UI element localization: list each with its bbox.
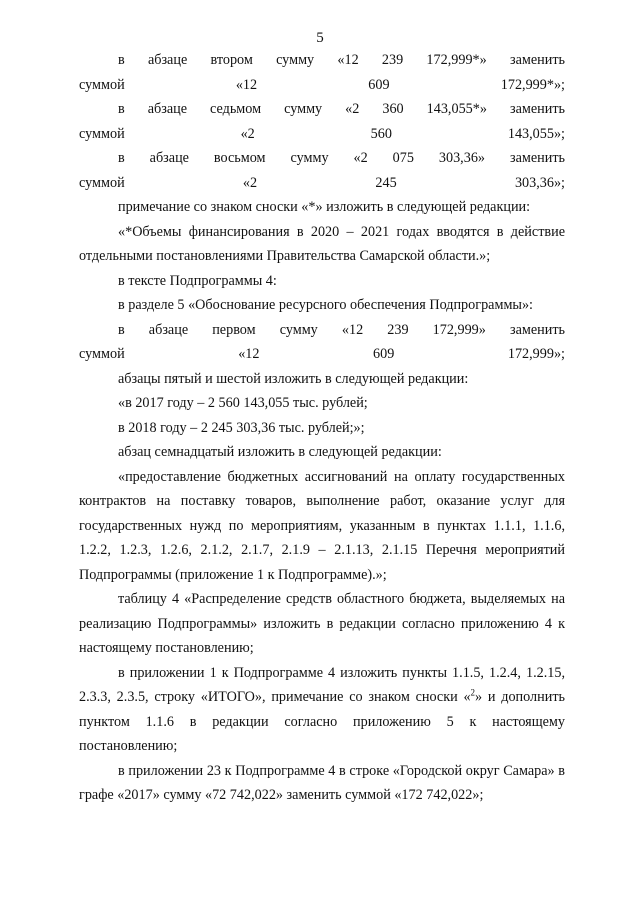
footnote-superscript: 2 xyxy=(470,687,476,698)
paragraph: абзацы пятый и шестой изложить в следующей редакции: xyxy=(118,370,469,387)
paragraph: в разделе 5 «Обоснование ресурсного обеспечения Подпрограммы»: xyxy=(118,297,533,313)
paragraph: «в 2017 году – 2 560 143,055 тыс. рублей; xyxy=(118,395,368,411)
paragraph: абзац семнадцатый изложить в следующей редакции: xyxy=(118,444,442,460)
paragraph: в абзаце втором сумму «12 239 172,999*» заменить суммой «12 609 172,999*»; xyxy=(79,52,565,93)
paragraph: в абзаце восьмом сумму «2 075 303,36» заменить суммой «2 245 303,36»; xyxy=(79,150,565,191)
paragraph-appendix-1 xyxy=(79,661,565,759)
document-body xyxy=(79,48,565,808)
paragraph: в абзаце седьмом сумму «2 360 143,055*» заменить суммой «2 560 143,055»; xyxy=(79,101,565,142)
page-number: 5 xyxy=(316,30,324,46)
paragraph: в 2018 году – 2 245 303,36 тыс. рублей;»; xyxy=(118,419,365,436)
paragraph: «*Объемы финансирования в 2020 – 2021 годах вводятся в действие отдельными постановлениями Правительства Самарской области.»; xyxy=(79,223,565,264)
paragraph: в приложении 23 к Подпрограмме 4 в строке «Городской округ Самара» в графе «2017» сумму «72 742,022» заменить суммой «172 742,022»; xyxy=(79,762,565,803)
paragraph: таблицу 4 «Распределение средств областного бюджета, выделяемых на реализацию Подпрограммы» изложить в редакции согласно приложению 4 к настоящему постановлению; xyxy=(79,591,565,656)
paragraph-text: в приложении 1 к Подпрограмме 4 изложить пункты 1.1.5, 1.2.4, 1.2.15, 2.3.3, 2.3.5, строку «ИТОГО», примечание со знаком сноски « xyxy=(79,664,565,705)
paragraph: примечание со знаком сноски «*» изложить в следующей редакции: xyxy=(118,199,531,215)
paragraph-text: » и дополнить пунктом 1.1.6 в редакции согласно приложению 5 к настоящему постановлению; xyxy=(79,689,565,754)
paragraph: «предоставление бюджетных ассигнований на оплату государственных контрактов на поставку товаров, выполнение работ, оказание услуг для государственных нужд по мероприятиям, указанным в пунктах 1.1.1, 1.1.6, 1.2.2, 1.2.3, 1.2.6, 2.1.2, 2.1.7, 2.1.9 – 2.1.13, 2.1.15 Перечня мероприятий Подпрограммы (приложение 1 к Подпрограмме).»; xyxy=(79,468,565,583)
paragraph: в абзаце первом сумму «12 239 172,999» заменить суммой «12 609 172,999»; xyxy=(79,321,565,362)
paragraph: в тексте Подпрограммы 4: xyxy=(118,272,277,289)
